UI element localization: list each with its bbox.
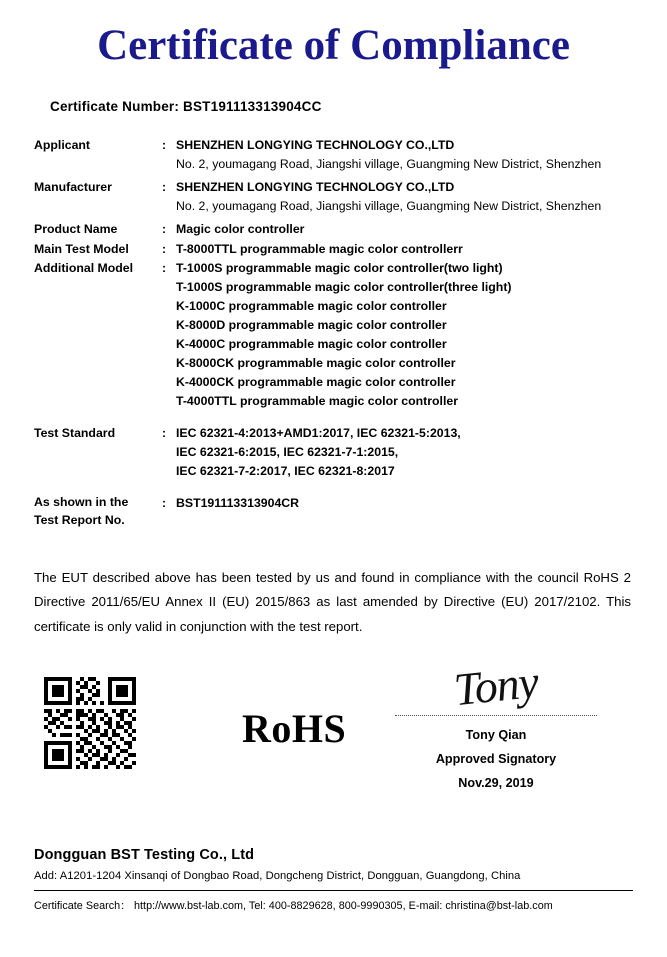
field-manufacturer	[34, 178, 633, 216]
additional-model-item: K-4000CK programmable magic color controller	[176, 374, 456, 389]
additional-model-item: K-8000CK programmable magic color controller	[176, 355, 456, 370]
signatory-role: Approved Signatory	[435, 751, 557, 766]
field-colon-test-standard: :	[162, 425, 167, 440]
applicant-name: SHENZHEN LONGYING TECHNOLOGY CO.,LTD	[176, 138, 455, 153]
test-report-label-line1: As shown in the	[34, 495, 129, 510]
additional-model-item: K-4000C programmable magic color controller	[176, 336, 447, 351]
field-value-additional-model	[176, 259, 633, 411]
field-colon-test-report-no: :	[162, 496, 167, 511]
test-standard-item: IEC 62321-4:2013+AMD1:2017, IEC 62321-5:2013,	[176, 425, 461, 440]
test-report-label-line2: Test Report No.	[34, 512, 125, 527]
additional-model-item: K-8000D programmable magic color controller	[176, 317, 447, 332]
field-colon-main-test-model: :	[162, 241, 167, 256]
test-standard-item: IEC 62321-7-2:2017, IEC 62321-8:2017	[176, 464, 395, 479]
field-colon-manufacturer: :	[162, 180, 167, 195]
signature-block	[381, 655, 611, 796]
manufacturer-address: No. 2, youmagang Road, Jiangshi village, Guangming New District, Shenzhen	[176, 199, 602, 214]
field-value-main-test-model: T-8000TTL programmable magic color controllerr	[176, 241, 463, 256]
page-title: Certificate of Compliance	[97, 22, 570, 69]
applicant-address: No. 2, youmagang Road, Jiangshi village, Guangming New District, Shenzhen	[176, 157, 602, 172]
signature-date: Nov.29, 2019	[458, 775, 534, 790]
field-main-test-model	[34, 240, 633, 259]
field-value-applicant	[176, 136, 633, 174]
certificate-page	[0, 22, 667, 957]
field-label-additional-model: Additional Model	[34, 260, 134, 275]
certificate-number-value: BST191113313904CC	[183, 99, 322, 115]
certificate-bottom-area	[34, 655, 633, 843]
certificate-search-line: Certificate Search： http://www.bst-lab.com, Tel: 400-8829628, 800-9990305, E-mail: christina@bst-lab.com	[34, 900, 553, 913]
field-test-report-no	[34, 494, 633, 530]
field-colon-applicant: :	[162, 138, 167, 153]
field-value-product-name: Magic color controller	[176, 222, 305, 237]
certificate-number-line	[50, 99, 633, 114]
qr-code-icon	[44, 677, 136, 769]
field-label-manufacturer: Manufacturer	[34, 180, 112, 195]
test-standard-item: IEC 62321-6:2015, IEC 62321-7-1:2015,	[176, 445, 399, 459]
signature-image: Tony	[451, 655, 541, 716]
field-value-test-standard	[176, 424, 633, 481]
additional-model-item: K-1000C programmable magic color controller	[176, 298, 447, 313]
field-value-test-report-no: BST191113313904CR	[176, 496, 300, 511]
compliance-statement: The EUT described above has been tested by us and found in compliance with the council RoHS 2 Directive 2011/65/EU Annex II (EU) 2015/863 as last amended by Directive (EU) 2017/2102. This certificate is only valid in conjunction with the test report.	[34, 569, 631, 634]
issuing-company: Dongguan BST Testing Co., Ltd	[34, 847, 255, 864]
signatory-name: Tony Qian	[465, 728, 527, 743]
additional-model-item: T-1000S programmable magic color controller(two light)	[176, 260, 503, 275]
field-label-test-standard: Test Standard	[34, 425, 116, 440]
field-test-standard	[34, 424, 633, 481]
field-product-name	[34, 220, 633, 239]
field-label-main-test-model: Main Test Model	[34, 241, 129, 256]
field-additional-model	[34, 259, 633, 411]
additional-model-item: T-1000S programmable magic color controller(three light)	[176, 279, 512, 294]
field-label-product-name: Product Name	[34, 222, 118, 237]
manufacturer-name: SHENZHEN LONGYING TECHNOLOGY CO.,LTD	[176, 180, 455, 195]
field-colon-additional-model: :	[162, 260, 167, 275]
field-colon-product-name: :	[162, 222, 167, 237]
certificate-fields	[34, 136, 633, 529]
field-value-manufacturer	[176, 178, 633, 216]
additional-model-item: T-4000TTL programmable magic color controller	[176, 393, 458, 408]
company-address: Add: A1201-1204 Xinsanqi of Dongbao Road, Dongcheng District, Dongguan, Guangdong, China	[34, 870, 521, 883]
certificate-number-label: Certificate Number:	[50, 99, 180, 115]
field-applicant	[34, 136, 633, 174]
footer-divider	[34, 890, 633, 891]
field-label-applicant: Applicant	[34, 138, 91, 153]
rohs-mark: RoHS	[242, 706, 347, 752]
field-label-test-report-no	[34, 494, 162, 530]
